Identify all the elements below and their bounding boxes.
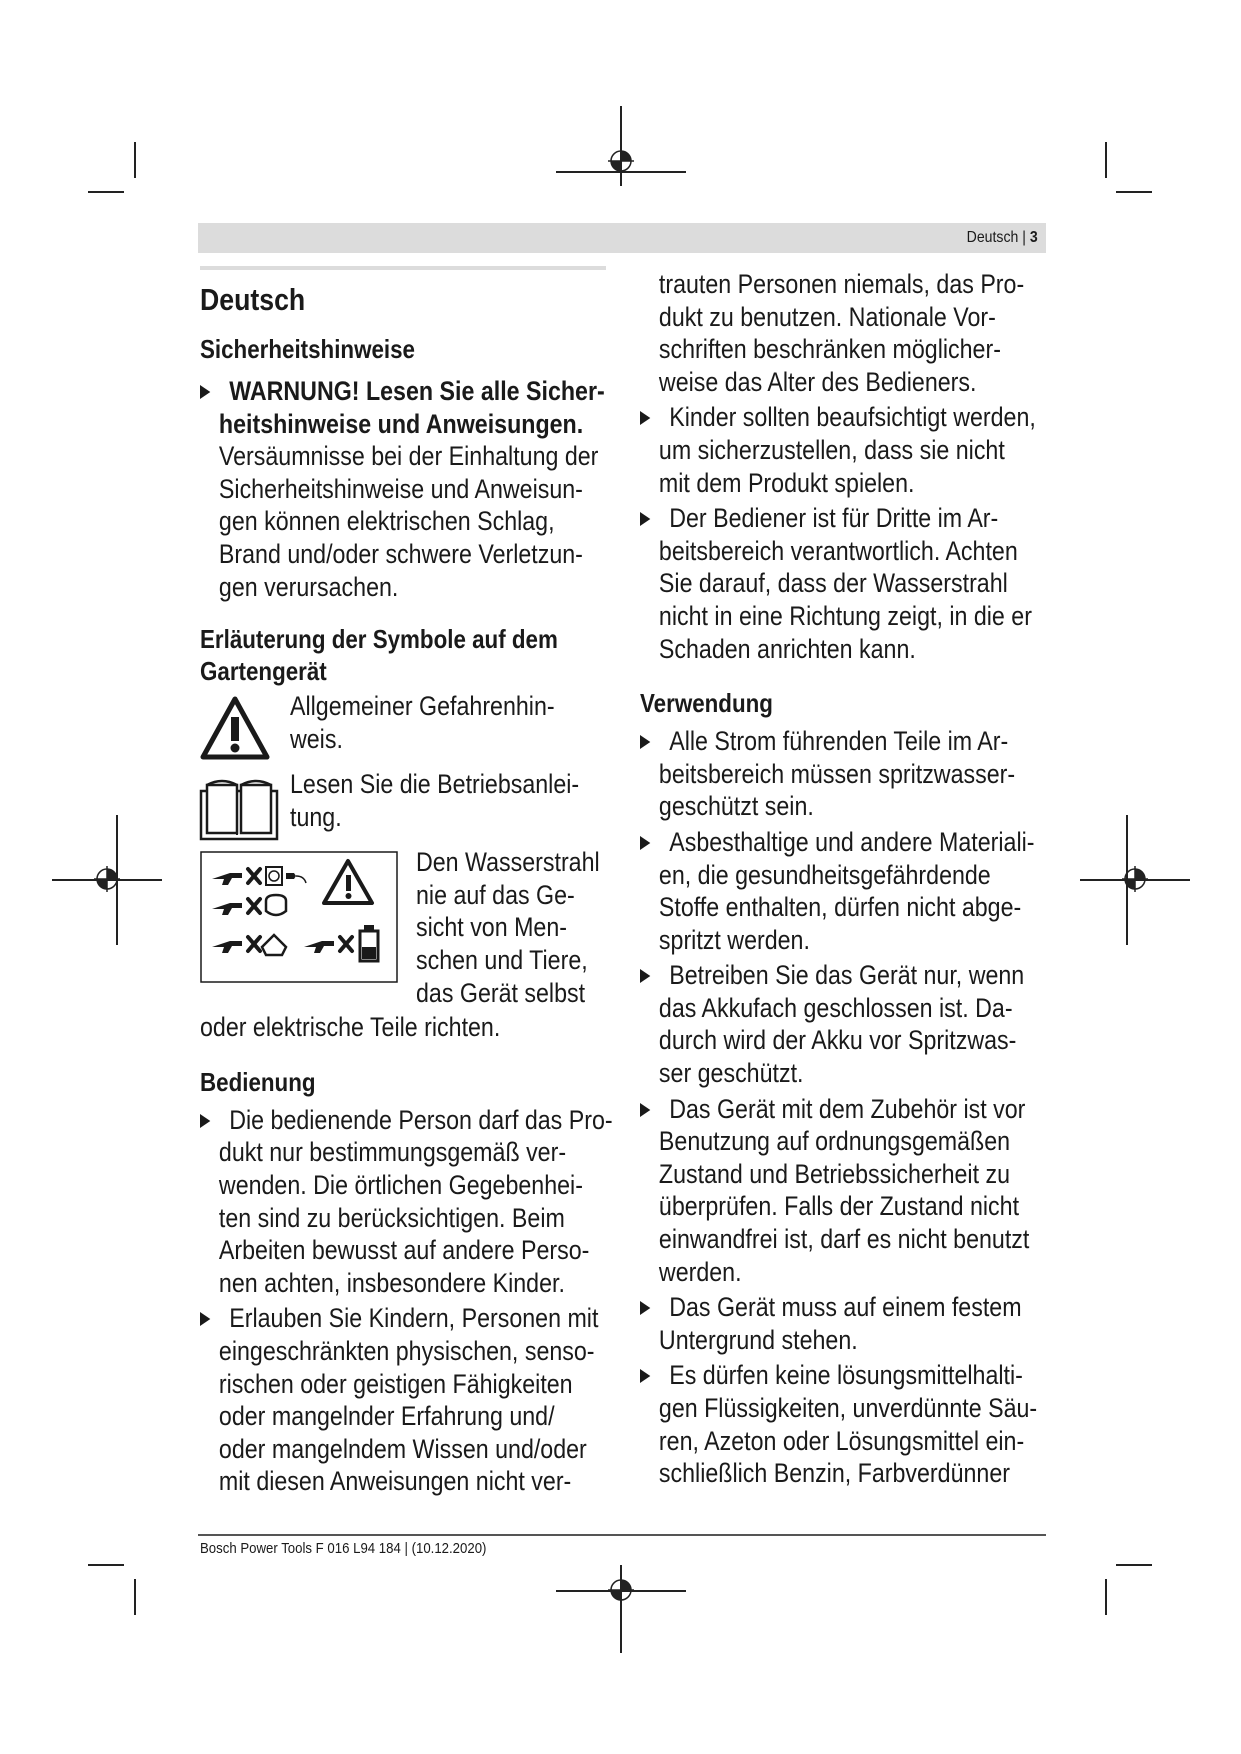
list-item-line: schließlich Benzin, Farbverdünner [658, 1458, 1010, 1489]
symbol-desc [290, 768, 600, 833]
text-line: dukt zu benutzen. Nationale Vor- [658, 301, 996, 332]
list-item-line: nicht in eine Richtung zeigt, in die er [658, 600, 1032, 631]
list-item [640, 725, 1051, 823]
list-item-line: Untergrund stehen. [658, 1324, 858, 1355]
warning-text-line: gen können elektrischen Schlag, [218, 506, 555, 537]
registration-mark-icon [608, 1577, 634, 1603]
list-item-line: Alle Strom führenden Teile im Ar- [669, 726, 1009, 757]
list-item-line: das Akkufach geschlossen ist. Da- [658, 992, 1013, 1023]
list-item [640, 1093, 1051, 1289]
safety-list-continued [640, 401, 1051, 665]
list-item [640, 959, 1051, 1089]
bullet-icon [640, 411, 650, 425]
registration-mark-icon [608, 148, 634, 174]
registration-mark-icon [1122, 866, 1148, 892]
warning-bold-line: heitshinweise und Anweisungen. [218, 408, 584, 439]
water-jet-warning-icon [200, 851, 398, 983]
list-item-line: ren, Azeton oder Lösungsmittel ein- [658, 1425, 1025, 1456]
list-item-line: ser geschützt. [658, 1058, 804, 1089]
list-item-line: spritzt werden. [658, 924, 810, 955]
bullet-icon [640, 836, 650, 850]
symbol-desc-line: sicht von Men- [416, 912, 567, 943]
list-item-line: überprüfen. Falls der Zustand nicht [658, 1191, 1020, 1222]
list-item [640, 1291, 1051, 1356]
list-item [200, 1302, 613, 1498]
list-item-line: werden. [658, 1256, 742, 1287]
warning-bullet [200, 375, 613, 603]
list-item-line: Das Gerät mit dem Zubehör ist vor [669, 1093, 1026, 1124]
warning-text-line: Versäumnisse bei der Einhaltung der [218, 441, 599, 472]
warning-triangle-icon [200, 695, 270, 761]
symbol-desc-line: Lesen Sie die Betriebsanlei- [290, 769, 580, 800]
bullet-icon [640, 512, 650, 526]
list-item-line: dukt nur bestimmungsgemäß ver- [218, 1137, 567, 1168]
list-item-line: Betreiben Sie das Gerät nur, wenn [669, 960, 1025, 991]
list-item-line: oder mangelnder Erfahrung und/ [218, 1401, 555, 1432]
warning-block [200, 375, 613, 603]
bullet-icon [640, 969, 650, 983]
read-manual-icon [199, 773, 279, 841]
list-item-line: ten sind zu berücksichtigen. Beim [218, 1202, 565, 1233]
list-item-line: Asbesthaltige und andere Materiali- [669, 826, 1035, 857]
symbol-row-manual [200, 769, 614, 847]
symbol-desc [416, 846, 622, 1009]
list-item-line: Stoffe enthalten, dürfen nicht abge- [658, 892, 1022, 923]
list-item-line: gen Flüssigkeiten, unverdünnte Säu- [658, 1393, 1038, 1423]
list-item-line: Schaden anrichten kann. [658, 633, 916, 664]
warning-bold-line: WARNUNG! Lesen Sie alle Sicher- [229, 376, 605, 406]
right-column [640, 268, 1052, 1490]
operation-list [200, 1104, 613, 1498]
symbol-desc-line: Den Wasserstrahl [416, 847, 600, 878]
symbol-desc [290, 690, 600, 755]
page-header [198, 223, 1046, 253]
list-item-line: Benutzung auf ordnungsgemäßen [658, 1126, 1011, 1157]
list-item-line: Sie darauf, dass der Wasserstrahl [658, 568, 1008, 599]
list-item-line: Kinder sollten beaufsichtigt werden, [669, 402, 1036, 433]
list-item-line: Es dürfen keine lösungsmittelhalti- [669, 1360, 1023, 1391]
heading-usage: Verwendung [640, 688, 773, 719]
bullet-icon [640, 1103, 650, 1117]
symbol-row-waterjet [200, 847, 614, 1011]
symbol-desc-line: weis. [290, 723, 343, 754]
list-item-line: Die bedienende Person darf das Pro- [229, 1104, 613, 1135]
list-item-line: Arbeiten bewusst auf andere Perso- [218, 1235, 590, 1266]
bullet-icon [640, 1369, 650, 1383]
list-item-line: mit dem Produkt spielen. [658, 467, 915, 498]
symbol-desc-line: schen und Tiere, [416, 944, 588, 975]
heading-safety: Sicherheitshinweise [200, 334, 415, 364]
text-line: schriften beschränken möglicher- [658, 334, 1001, 365]
list-item [640, 826, 1051, 956]
list-item-line: en, die gesundheitsgefährdende [658, 859, 991, 890]
warning-text-line: Brand und/oder schwere Verletzun- [218, 538, 583, 569]
symbol-row-warning [200, 691, 614, 769]
bullet-icon [640, 735, 650, 749]
continued-text [640, 268, 1070, 398]
list-item-line: mit diesen Anweisungen nicht ver- [218, 1466, 572, 1497]
list-item-line: geschützt sein. [658, 791, 814, 822]
list-item-line: beitsbereich müssen spritzwasser- [658, 758, 1016, 789]
header-language: Deutsch [967, 229, 1019, 246]
list-item-line: einwandfrei ist, darf es nicht benutzt [658, 1224, 1030, 1255]
symbol-desc-line: das Gerät selbst [416, 977, 586, 1008]
list-item [640, 401, 1051, 499]
list-item [200, 1104, 613, 1300]
list-item [640, 1359, 1051, 1489]
list-item-line: rischen oder geistigen Fähigkeiten [218, 1368, 573, 1399]
list-item-line: eingeschränkten physischen, senso- [218, 1335, 595, 1366]
usage-list [640, 725, 1051, 1490]
list-item-line: oder mangelndem Wissen und/oder [218, 1433, 587, 1464]
text-line: weise das Alter des Bedieners. [658, 366, 977, 397]
heading-symbols-line: Erläuterung der Symbole auf dem [200, 624, 558, 655]
list-item-line: durch wird der Akku vor Spritzwas- [658, 1025, 1017, 1056]
page-title: Deutsch [200, 282, 306, 317]
list-item [640, 502, 1051, 665]
warning-text-line: gen verursachen. [218, 571, 399, 602]
bullet-icon [200, 385, 210, 399]
left-column [200, 268, 614, 1498]
list-item-line: Der Bediener ist für Dritte im Ar- [669, 503, 999, 534]
list-item-line: Zustand und Betriebssicherheit zu [658, 1158, 1011, 1189]
list-item-line: Das Gerät muss auf einem festem [669, 1292, 1022, 1323]
heading-symbols-line: Gartengerät [200, 656, 327, 687]
heading-operation: Bedienung [200, 1066, 316, 1097]
symbol-desc-line: Allgemeiner Gefahrenhin- [290, 691, 555, 722]
text-line: trauten Personen niemals, das Pro- [658, 269, 1025, 299]
heading-symbols [200, 623, 613, 687]
footer-text: Bosch Power Tools F 016 L94 184 | (10.12.2020) [200, 1540, 487, 1557]
footer-rule [198, 1534, 1046, 1536]
header-text: Deutsch | 3 [967, 229, 1038, 246]
list-item-line: nen achten, insbesondere Kinder. [218, 1267, 565, 1298]
list-item-line: beitsbereich verantwortlich. Achten [658, 535, 1018, 566]
bullet-icon [200, 1114, 210, 1128]
symbol-desc-tail: oder elektrische Teile richten. [200, 1012, 501, 1043]
bullet-icon [640, 1301, 650, 1315]
symbol-desc-line: tung. [290, 801, 342, 832]
list-item-line: Erlauben Sie Kindern, Personen mit [229, 1303, 599, 1334]
list-item-line: um sicherzustellen, dass sie nicht [658, 434, 1005, 465]
warning-text-line: Sicherheitshinweise und Anweisun- [218, 473, 583, 504]
page-number: 3 [1030, 229, 1038, 246]
list-item-line: wenden. Die örtlichen Gegebenhei- [218, 1169, 583, 1200]
bullet-icon [200, 1312, 210, 1326]
symbol-desc-line: nie auf das Ge- [416, 879, 575, 910]
registration-mark-icon [94, 866, 120, 892]
